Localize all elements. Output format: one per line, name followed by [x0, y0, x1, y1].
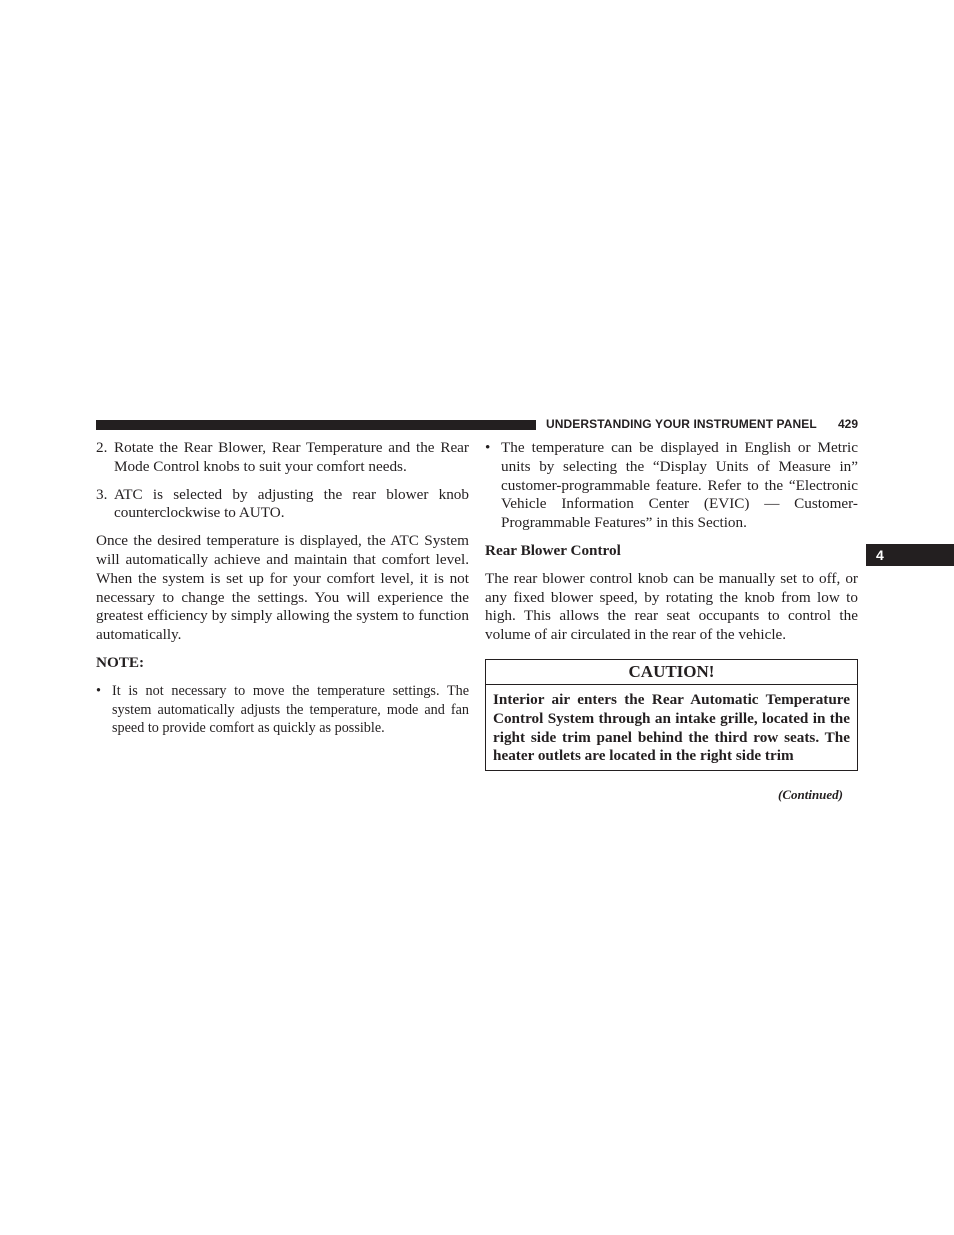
bullet-dot: • — [96, 682, 101, 699]
step-text: Rotate the Rear Blower, Rear Temperature and the Rear Mode Control knobs to suit your comfort needs. — [114, 439, 469, 475]
chapter-tab: 4 — [866, 544, 954, 566]
body-paragraph: Once the desired temperature is displayed, the ATC System will automatically achieve and maintain that comfort level. When the system is set up for your comfort level, it is not necessary to change the settings. You will experience the greatest efficiency by simply allowing the system to function automatically. — [96, 532, 469, 644]
step-number: 3. — [96, 485, 108, 503]
bullet-text: The temperature can be displayed in English or Metric units by selecting the “Display Units of Measure in” customer-programmable feature. Refer to the “Electronic Vehicle Information Center (EVIC) — Customer-Programmable Features” in this Section. — [501, 439, 858, 532]
subheading: Rear Blower Control — [485, 541, 621, 559]
header-rule — [96, 420, 536, 430]
note-text: It is not necessary to move the temperature settings. The system automatically adjusts the temperature, mode and fan speed to provide comfort as quickly as possible. — [112, 682, 469, 737]
bullet-dot: • — [485, 439, 491, 456]
left-column — [96, 439, 469, 738]
step-text: ATC is selected by adjusting the rear blower knob counterclockwise to AUTO. — [114, 485, 469, 522]
list-item — [485, 439, 858, 533]
page-number: 429 — [838, 417, 859, 431]
caution-box — [485, 659, 858, 771]
caution-title: CAUTION! — [486, 660, 857, 685]
caution-text: Interior air enters the Rear Automatic Temperature Control System through an intake grille, located in the right side trim panel behind the third row seats. The heater outlets are located in the right side trim — [493, 690, 850, 765]
continued-label: (Continued) — [778, 787, 844, 802]
note-label: NOTE: — [96, 653, 145, 671]
step-number: 2. — [96, 439, 108, 456]
right-column — [485, 439, 858, 771]
step-item — [96, 486, 469, 524]
step-item — [96, 439, 469, 477]
note-bullet — [96, 682, 469, 738]
body-paragraph: The rear blower control knob can be manually set to off, or any fixed blower speed, by rotating the knob from low to high. This allows the rear seat occupants to control the volume of air circulated in the rear of the vehicle. — [485, 569, 858, 644]
section-title: UNDERSTANDING YOUR INSTRUMENT PANEL — [546, 417, 817, 431]
